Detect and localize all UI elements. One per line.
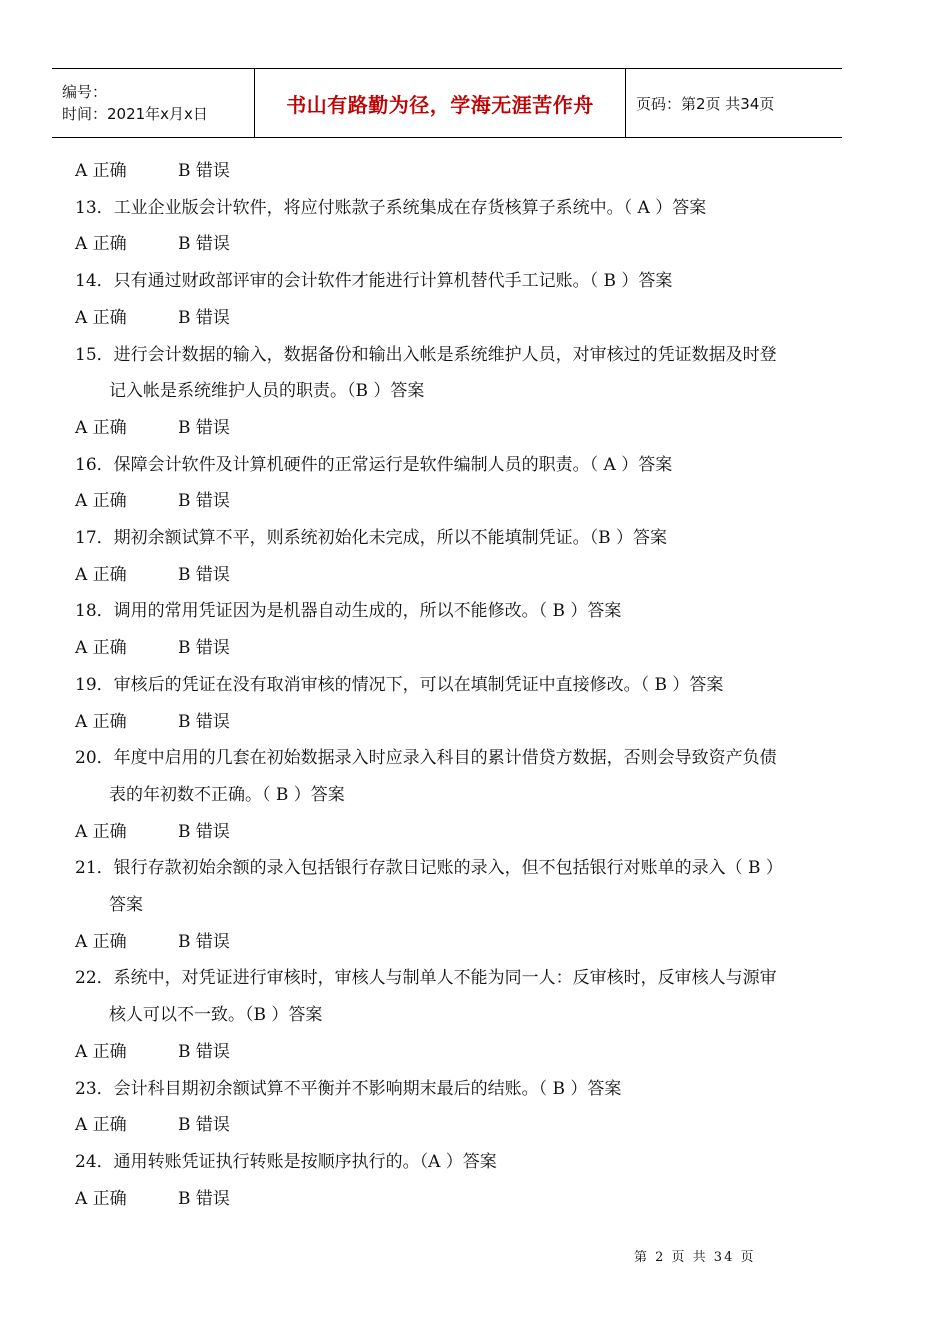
- option-a: A 正确: [75, 307, 127, 328]
- option-a: A 正确: [75, 564, 127, 585]
- question-text: 17．期初余额试算不平，则系统初始化未完成，所以不能填制凭证。（B ）答案: [75, 528, 668, 549]
- option-a: A 正确: [75, 821, 127, 842]
- answer-options: [75, 704, 880, 741]
- question-text: 13．工业企业版会计软件，将应付账款子系统集成在存货核算子系统中。（ A ）答案: [75, 197, 707, 218]
- question-list: [75, 153, 880, 1217]
- option-b: B 错误: [178, 564, 230, 585]
- question-text: 24．通用转账凭证执行转账是按顺序执行的。（A ）答案: [75, 1151, 497, 1172]
- answer-options: [75, 630, 880, 667]
- answer-options: [75, 226, 880, 263]
- question-text-continued: 核人可以不一致。（B ）答案: [109, 1005, 323, 1026]
- option-b: B 错误: [178, 821, 230, 842]
- question-text-continued: 表的年初数不正确。（ B ）答案: [109, 784, 345, 805]
- option-a: A 正确: [75, 161, 127, 181]
- answer-options: [75, 1181, 880, 1218]
- question-text: 23．会计科目期初余额试算不平衡并不影响期末最后的结账。（ B ）答案: [75, 1078, 622, 1099]
- question-text: 21．银行存款初始余额的录入包括银行存款日记账的录入，但不包括银行对账单的录入（ B ）: [75, 858, 783, 879]
- header-middle-cell: [254, 69, 626, 137]
- option-b: B 错误: [178, 1041, 230, 1062]
- answer-options: [75, 557, 880, 594]
- question-text-continued: 答案: [109, 895, 143, 916]
- option-b: B 错误: [178, 234, 230, 255]
- option-a: A 正确: [75, 417, 127, 438]
- option-b: B 错误: [178, 161, 230, 181]
- answer-options: [75, 814, 880, 851]
- header-left-cell: [52, 69, 254, 137]
- option-b: B 错误: [178, 1115, 230, 1136]
- option-b: B 错误: [178, 417, 230, 438]
- question-text: 14．只有通过财政部评审的会计软件才能进行计算机替代手工记账。（ B ）答案: [75, 271, 673, 292]
- question-text: 18．调用的常用凭证因为是机器自动生成的，所以不能修改。（ B ）答案: [75, 601, 622, 622]
- answer-options: [75, 410, 880, 447]
- option-a: A 正确: [75, 1115, 127, 1136]
- option-a: A 正确: [75, 1188, 127, 1209]
- question-text: 20．年度中启用的几套在初始数据录入时应录入科目的累计借贷方数据，否则会导致资产负债: [75, 748, 777, 769]
- question-text: 22．系统中，对凭证进行审核时，审核人与制单人不能为同一人：反审核时，反审核人与源审: [75, 968, 777, 989]
- option-a: A 正确: [75, 491, 127, 512]
- answer-options: [75, 483, 880, 520]
- page-footer: 第 2 页 共 34 页: [634, 1250, 756, 1265]
- option-b: B 错误: [178, 638, 230, 659]
- option-b: B 错误: [178, 711, 230, 732]
- number-label: 编号：: [62, 83, 108, 101]
- answer-options: [75, 300, 880, 337]
- date-label: 时间：2021年x月x日: [62, 105, 208, 123]
- option-b: B 错误: [178, 307, 230, 328]
- motto-text: 书山有路勤为径，学海无涯苦作舟: [286, 92, 594, 117]
- answer-options: [75, 153, 880, 190]
- option-a: A 正确: [75, 1041, 127, 1062]
- option-a: A 正确: [75, 931, 127, 952]
- option-a: A 正确: [75, 638, 127, 659]
- option-a: A 正确: [75, 234, 127, 255]
- answer-options: [75, 1034, 880, 1071]
- question-text-continued: 记入帐是系统维护人员的职责。（B ）答案: [109, 381, 425, 402]
- question-text: 16．保障会计软件及计算机硬件的正常运行是软件编制人员的职责。（ A ）答案: [75, 454, 673, 475]
- header-right-cell: [626, 69, 842, 137]
- option-a: A 正确: [75, 711, 127, 732]
- answer-options: [75, 1107, 880, 1144]
- header-table: [52, 68, 842, 138]
- option-b: B 错误: [178, 1188, 230, 1209]
- header-page-info: 页码：第2页 共34页: [636, 94, 775, 113]
- option-b: B 错误: [178, 491, 230, 512]
- question-text: 15．进行会计数据的输入，数据备份和输出入帐是系统维护人员，对审核过的凭证数据及时登: [75, 344, 777, 365]
- answer-options: [75, 924, 880, 961]
- question-text: 19．审核后的凭证在没有取消审核的情况下，可以在填制凭证中直接修改。（ B ）答案: [75, 674, 724, 695]
- option-b: B 错误: [178, 931, 230, 952]
